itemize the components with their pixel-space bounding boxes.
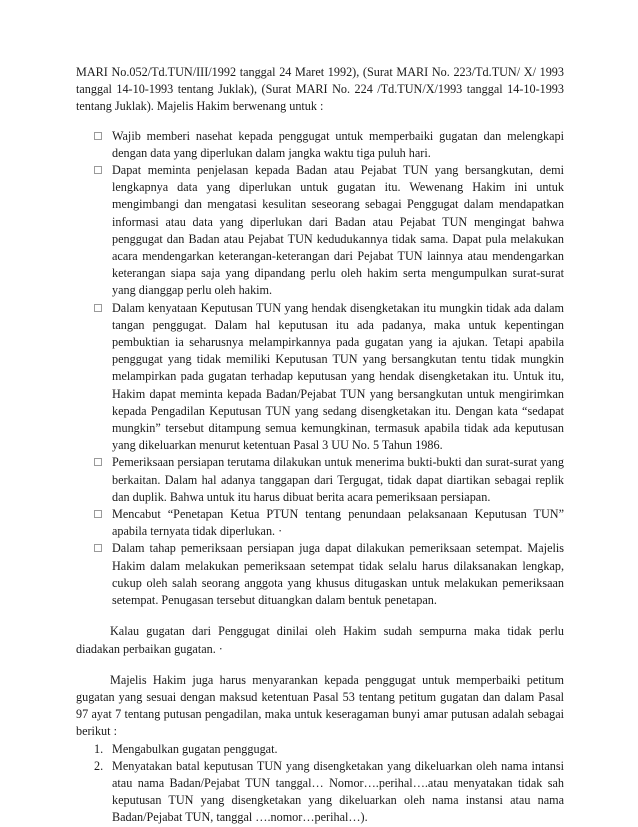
list-item-text: Wajib memberi nasehat kepada penggugat untuk memperbaiki gugatan dan melengkapi dengan data yang diperlukan dalam jangka waktu tiga puluh hari. bbox=[112, 128, 564, 160]
paragraph-petitum: Majelis Hakim juga harus menyarankan kepada penggugat untuk memperbaiki petitum gugatan yang sesuai dengan maksud ketentuan Pasal 53 tentang petitum gugatan dan dalam Pasal 97 ayat 7 tentang putusan pengadilan, maka untuk keseragaman bunyi amar putusan adalah sebagai berikut : bbox=[76, 672, 564, 739]
bullet-box-icon bbox=[94, 458, 102, 466]
bullet-box-icon bbox=[94, 304, 102, 312]
list-item-text: Dalam tahap pemeriksaan persiapan juga dapat dilakukan pemeriksaan setempat. Majelis Hakim dalam melakukan pemeriksaan setempat tidak selalu harus dilaksanakan lengkap, cukup oleh salah seorang anggota yang khusus ditugaskan untuk melakukan pemeriksaan setempat. Penugasan tersebut dituangkan dalam bentuk penetapan. bbox=[112, 541, 564, 608]
bullet-box-icon bbox=[94, 132, 102, 140]
list-item bbox=[94, 454, 564, 506]
numbered-item bbox=[94, 758, 564, 827]
item-text: Menyatakan batal keputusan TUN yang disengketakan yang dikeluarkan oleh nama intansi atau nama Badan/Pejabat TUN tanggal… Nomor….perihal….atau menyatakan tidak sah keputusan TUN yang disengketakan yang dikeluarkan oleh nama instansi atau nama Badan/Pejabat TUN, tanggal ….nomor…perihal…). bbox=[112, 758, 564, 825]
item-number: 1. bbox=[94, 741, 104, 756]
intro-paragraph: MARI No.052/Td.TUN/III/1992 tanggal 24 Maret 1992), (Surat MARI No. 223/Td.TUN/ X/ 1993 tanggal 14-10-1993 tentang Juklak), (Surat MARI No. 224 /Td.TUN/X/1993 tanggal 14-10-1993 tentang Juklak). Majelis Hakim berwenang untuk : bbox=[76, 65, 564, 114]
list-item bbox=[94, 506, 564, 540]
bullet-box-icon bbox=[94, 166, 102, 174]
document-page bbox=[76, 64, 564, 827]
list-item-text: Dapat meminta penjelasan kepada Badan atau Pejabat TUN yang bersangkutan, demi lengkapnya data yang diperlukan untuk gugatan itu. Wewenang Hakim ini untuk mengimbangi dan mengatasi kesulitan seseorang sebagai Penggugat dalam mendapatkan informasi atau data yang diperlukan dari Badan atau Pejabat TUN mengingat bahwa penggugat dan Badan atau Pejabat TUN kedudukannya tidak sama. Dapat pula melakukan acara mendengarkan keterangan-keterangan dari Pejabat TUN lainnya atau mendengarkan keterangan siapa saja yang dipandang perlu oleh hakim serta mengumpulkan surat-surat yang dianggap perlu oleh hakim. bbox=[112, 163, 564, 298]
list-item-text: Pemeriksaan persiapan terutama dilakukan untuk menerima bukti-bukti dan surat-surat yang berkaitan. Dalam hal adanya tanggapan dari Tergugat, tidak dapat diartikan sebagai replik dan duplik. Bahwa untuk itu harus dibuat berita acara pemeriksaan persiapan. bbox=[112, 455, 564, 504]
list-item bbox=[94, 162, 564, 300]
paragraph-gugatan-sempurna: Kalau gugatan dari Penggugat dinilai oleh Hakim sudah sempurna maka tidak perlu diadakan perbaikan gugatan. · bbox=[76, 624, 564, 656]
bullet-box-icon bbox=[94, 544, 102, 552]
verdict-list bbox=[76, 741, 564, 827]
list-item bbox=[94, 540, 564, 609]
numbered-item bbox=[94, 741, 564, 758]
authority-list bbox=[76, 128, 564, 610]
item-number: 2. bbox=[94, 758, 104, 773]
list-item bbox=[94, 128, 564, 162]
list-item-text: Mencabut “Penetapan Ketua PTUN tentang penundaan pelaksanaan Keputusan TUN” apabila ternyata tidak diperlukan. · bbox=[112, 507, 564, 539]
item-text: Mengabulkan gugatan penggugat. bbox=[112, 741, 278, 756]
list-item bbox=[94, 300, 564, 455]
bullet-box-icon bbox=[94, 510, 102, 518]
list-item-text: Dalam kenyataan Keputusan TUN yang hendak disengketakan itu mungkin tidak ada dalam tangan penggugat. Dalam hal keputusan itu ada padanya, maka untuk kepentingan pembuktian ia seharusnya melampirkannya pada gugatan yang ia ajukan. Tetapi apabila penggugat yang tidak memiliki Keputusan TUN yang bersangkutan tentu tidak mungkin melampirkan pada gugatan terhadap keputusan yang hendak disengketakan itu. Untuk itu, Hakim dapat meminta kepada Badan/Pejabat TUN yang bersangkutan untuk mengirimkan kepada Pengadilan Keputusan TUN yang sedang disengketakan itu. Dengan kata “sedapat mungkin” tersebut ditampung semua kemungkinan, termasuk apabila tidak ada keputusan yang dikeluarkan menurut ketentuan Pasal 3 UU No. 5 Tahun 1986. bbox=[112, 300, 564, 453]
